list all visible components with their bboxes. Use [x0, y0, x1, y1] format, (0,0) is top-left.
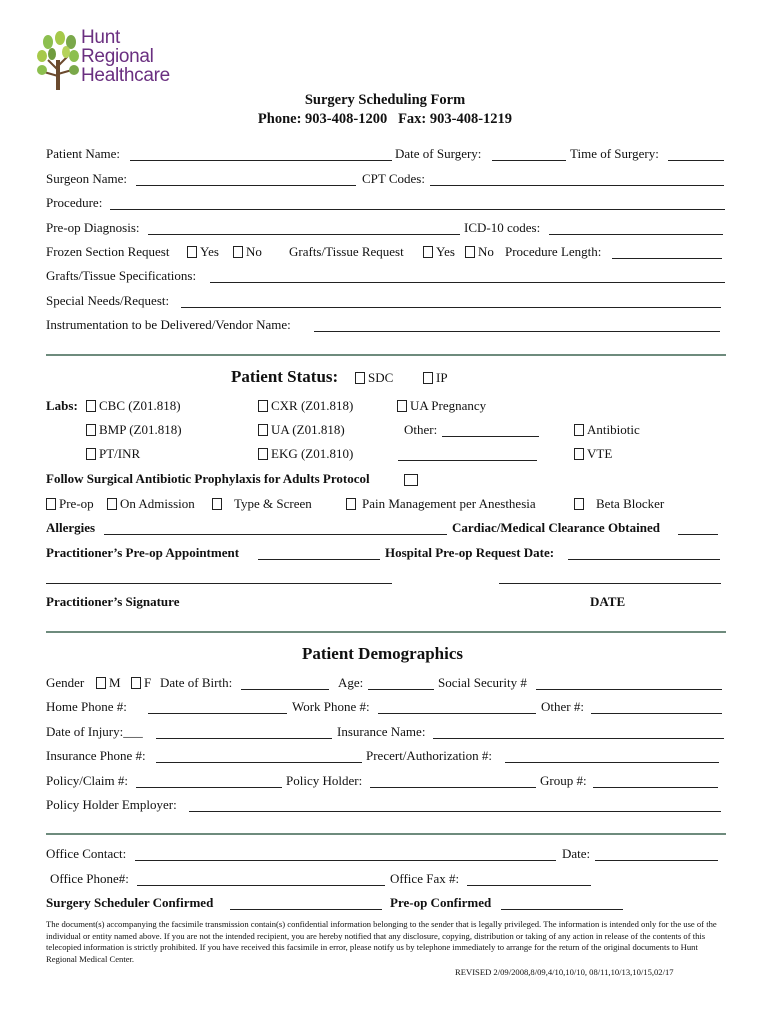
- surgeon-name-label: Surgeon Name:: [46, 171, 127, 186]
- policy-holder-label: Policy Holder:: [286, 773, 363, 788]
- type-screen-option[interactable]: [212, 496, 312, 512]
- pt-inr-checkbox[interactable]: [86, 448, 96, 460]
- ua-option[interactable]: [258, 422, 345, 438]
- grafts-request-label: Grafts/Tissue Request: [289, 244, 404, 259]
- home-phone-field[interactable]: [148, 713, 287, 714]
- bmp-option[interactable]: [86, 422, 182, 438]
- ekg-option[interactable]: [258, 446, 353, 462]
- ip-option[interactable]: [423, 370, 448, 386]
- precert-label: Precert/Authorization #:: [366, 748, 492, 763]
- date-of-surgery-field[interactable]: [492, 160, 566, 161]
- office-contact-label: Office Contact:: [46, 846, 127, 861]
- bmp-label: BMP (Z01.818): [99, 422, 182, 437]
- office-phone-field[interactable]: [137, 885, 385, 886]
- cardiac-clearance-label: Cardiac/Medical Clearance Obtained: [452, 520, 660, 535]
- precert-field[interactable]: [505, 762, 719, 763]
- office-date-label: Date:: [562, 846, 591, 861]
- policy-holder-field[interactable]: [370, 787, 536, 788]
- revision-note: REVISED 2/09/2008,8/09,4/10,10/10, 08/11,10/13,10/15,02/17: [455, 967, 674, 977]
- policy-claim-label: Policy/Claim #:: [46, 773, 128, 788]
- gender-label: Gender: [46, 675, 85, 690]
- other-lab-label: Other:: [404, 422, 438, 437]
- insurance-name-field[interactable]: [433, 738, 724, 739]
- insurance-phone-label: Insurance Phone #:: [46, 748, 146, 763]
- grafts-no-checkbox[interactable]: [465, 246, 475, 258]
- form-title: Surgery Scheduling Form: [304, 92, 466, 108]
- pain-mgmt-option[interactable]: [346, 496, 536, 512]
- vte-checkbox[interactable]: [574, 448, 584, 460]
- frozen-yes-label: Yes: [200, 244, 219, 259]
- grafts-yes-option[interactable]: [423, 244, 455, 260]
- work-phone-field[interactable]: [378, 713, 536, 714]
- ua-checkbox[interactable]: [258, 424, 268, 436]
- labs-label: Labs:: [46, 398, 78, 413]
- age-label: Age:: [338, 675, 364, 690]
- group-field[interactable]: [593, 787, 718, 788]
- cbc-label: CBC (Z01.818): [99, 398, 181, 413]
- procedure-length-field[interactable]: [612, 258, 722, 259]
- date-of-surgery-label: Date of Surgery:: [395, 146, 482, 161]
- preop-label: Pre-op: [59, 496, 94, 511]
- logo-text: [81, 28, 170, 85]
- insurance-name-label: Insurance Name:: [337, 724, 426, 739]
- sdc-option[interactable]: [355, 370, 393, 386]
- cardiac-clearance-field[interactable]: [678, 534, 718, 535]
- procedure-field[interactable]: [110, 209, 725, 210]
- cxr-option[interactable]: [258, 398, 353, 414]
- vte-label: VTE: [587, 446, 613, 461]
- other-lab-field-2[interactable]: [398, 460, 537, 461]
- practitioner-appt-field[interactable]: [258, 559, 380, 560]
- form-contact: Phone: 903-408-1200 Fax: 903-408-1219: [257, 111, 513, 127]
- preop-option[interactable]: [46, 496, 94, 512]
- grafts-specs-field[interactable]: [210, 282, 725, 283]
- beta-blocker-checkbox[interactable]: [574, 498, 584, 510]
- other-phone-label: Other #:: [541, 699, 584, 714]
- gender-m-checkbox[interactable]: [96, 677, 106, 689]
- policy-employer-field[interactable]: [189, 811, 721, 812]
- instrumentation-label: Instrumentation to be Delivered/Vendor Name:: [46, 317, 291, 332]
- allergies-field[interactable]: [104, 534, 447, 535]
- office-phone-label: Office Phone#:: [50, 871, 129, 886]
- bmp-checkbox[interactable]: [86, 424, 96, 436]
- confidentiality-notice: The document(s) accompanying the facsimile transmission contain(s) confidential information belonging to the sender that is legally privileged. The information is intended only for the use of the individual or entity named above. If you are not the intended recipient, you are hereby notified that any disclosure, copying, distribution or taking of any action in release of the contents of this telecopied information is strictly prohibited. If you have received this facsimile in error, please notify us by telephone immediately to arrange for the return of the original documents to Hunt Regional Medical Center.: [46, 919, 717, 964]
- section-divider-2: [46, 631, 726, 633]
- ssn-field[interactable]: [536, 689, 722, 690]
- dob-field[interactable]: [241, 689, 329, 690]
- pain-mgmt-checkbox[interactable]: [346, 498, 356, 510]
- protocol-option[interactable]: [404, 472, 421, 488]
- preop-confirmed-label: Pre-op Confirmed: [390, 895, 492, 910]
- other-phone-field[interactable]: [591, 713, 722, 714]
- signature-date-label: DATE: [590, 594, 626, 609]
- ekg-label: EKG (Z01.810): [271, 446, 354, 461]
- procedure-length-label: Procedure Length:: [505, 244, 602, 259]
- office-fax-label: Office Fax #:: [390, 871, 460, 886]
- antibiotic-checkbox[interactable]: [574, 424, 584, 436]
- special-needs-label: Special Needs/Request:: [46, 293, 170, 308]
- gender-f-checkbox[interactable]: [131, 677, 141, 689]
- ekg-checkbox[interactable]: [258, 448, 268, 460]
- sdc-label: SDC: [368, 370, 394, 385]
- pain-mgmt-label: Pain Management per Anesthesia: [362, 496, 536, 511]
- gender-m-label: M: [109, 675, 121, 690]
- frozen-section-label: Frozen Section Request: [46, 244, 170, 259]
- type-screen-label: Type & Screen: [234, 496, 312, 511]
- time-of-surgery-label: Time of Surgery:: [570, 146, 659, 161]
- frozen-no-option[interactable]: [233, 244, 262, 260]
- section-divider-1: [46, 354, 726, 356]
- grafts-no-option[interactable]: [465, 244, 494, 260]
- practitioner-appt-label: Practitioner’s Pre-op Appointment: [46, 545, 240, 560]
- antibiotic-option[interactable]: [574, 422, 640, 438]
- practitioner-signature-label: Practitioner’s Signature: [46, 594, 180, 609]
- grafts-yes-checkbox[interactable]: [423, 246, 433, 258]
- demographics-heading: Patient Demographics: [302, 644, 464, 663]
- home-phone-label: Home Phone #:: [46, 699, 127, 714]
- preop-confirmed-field[interactable]: [501, 909, 623, 910]
- signature-date-field[interactable]: [499, 583, 721, 584]
- ua-pregnancy-option[interactable]: [397, 398, 486, 414]
- patient-name-field[interactable]: [130, 160, 392, 161]
- type-screen-checkbox[interactable]: [212, 498, 222, 510]
- logo-line-3: Healthcare: [81, 65, 170, 86]
- office-fax-field[interactable]: [467, 885, 591, 886]
- patient-status-heading: Patient Status:: [231, 367, 339, 386]
- protocol-checkbox[interactable]: [404, 474, 418, 486]
- group-label: Group #:: [540, 773, 587, 788]
- ssn-label: Social Security #: [438, 675, 527, 690]
- antibiotic-label: Antibiotic: [587, 422, 640, 437]
- cpt-codes-field[interactable]: [430, 185, 724, 186]
- time-of-surgery-field[interactable]: [668, 160, 724, 161]
- protocol-label: Follow Surgical Antibiotic Prophylaxis for Adults Protocol: [46, 471, 370, 486]
- gender-f-label: F: [144, 675, 152, 690]
- grafts-specs-label: Grafts/Tissue Specifications:: [46, 268, 197, 283]
- on-admission-checkbox[interactable]: [107, 498, 117, 510]
- preop-diagnosis-label: Pre-op Diagnosis:: [46, 220, 140, 235]
- preop-checkbox[interactable]: [46, 498, 56, 510]
- ip-checkbox[interactable]: [423, 372, 433, 384]
- preop-diagnosis-field[interactable]: [148, 234, 460, 235]
- gender-f-option[interactable]: [131, 675, 151, 691]
- frozen-no-label: No: [246, 244, 262, 259]
- other-lab-field[interactable]: [442, 436, 539, 437]
- policy-employer-label: Policy Holder Employer:: [46, 797, 177, 812]
- cbc-checkbox[interactable]: [86, 400, 96, 412]
- logo: [36, 30, 80, 92]
- sdc-checkbox[interactable]: [355, 372, 365, 384]
- date-of-injury-field[interactable]: [156, 738, 332, 739]
- grafts-no-label: No: [478, 244, 494, 259]
- insurance-phone-field[interactable]: [156, 762, 362, 763]
- beta-blocker-option[interactable]: [574, 496, 664, 512]
- practitioner-signature-field[interactable]: [46, 583, 392, 584]
- scheduler-confirmed-field[interactable]: [230, 909, 382, 910]
- on-admission-option[interactable]: [107, 496, 195, 512]
- office-contact-field[interactable]: [135, 860, 556, 861]
- frozen-no-checkbox[interactable]: [233, 246, 243, 258]
- tree-logo-icon: [36, 30, 80, 92]
- frozen-yes-option[interactable]: [187, 244, 219, 260]
- procedure-label: Procedure:: [46, 195, 103, 210]
- age-field[interactable]: [368, 689, 434, 690]
- date-of-injury-label: Date of Injury:___: [46, 724, 143, 739]
- section-divider-3: [46, 833, 726, 835]
- scheduler-confirmed-label: Surgery Scheduler Confirmed: [46, 895, 214, 910]
- patient-name-label: Patient Name:: [46, 146, 121, 161]
- policy-claim-field[interactable]: [136, 787, 282, 788]
- icd10-field[interactable]: [549, 234, 723, 235]
- cxr-label: CXR (Z01.818): [271, 398, 354, 413]
- cpt-codes-label: CPT Codes:: [362, 171, 425, 186]
- special-needs-field[interactable]: [181, 307, 721, 308]
- hospital-request-date-label: Hospital Pre-op Request Date:: [385, 545, 555, 560]
- logo-line-1: Hunt: [81, 27, 120, 48]
- surgeon-name-field[interactable]: [136, 185, 356, 186]
- pt-inr-option[interactable]: [86, 446, 140, 462]
- work-phone-label: Work Phone #:: [292, 699, 370, 714]
- dob-label: Date of Birth:: [160, 675, 233, 690]
- gender-m-option[interactable]: [96, 675, 121, 691]
- ip-label: IP: [436, 370, 448, 385]
- beta-blocker-label: Beta Blocker: [596, 496, 665, 511]
- pt-inr-label: PT/INR: [99, 446, 141, 461]
- ua-label: UA (Z01.818): [271, 422, 345, 437]
- on-admission-label: On Admission: [120, 496, 195, 511]
- instrumentation-field[interactable]: [314, 331, 720, 332]
- allergies-label: Allergies: [46, 520, 96, 535]
- ua-pregnancy-label: UA Pregnancy: [410, 398, 487, 413]
- cxr-checkbox[interactable]: [258, 400, 268, 412]
- hospital-request-date-field[interactable]: [568, 559, 720, 560]
- ua-pregnancy-checkbox[interactable]: [397, 400, 407, 412]
- grafts-yes-label: Yes: [436, 244, 455, 259]
- vte-option[interactable]: [574, 446, 612, 462]
- icd10-label: ICD-10 codes:: [464, 220, 541, 235]
- cbc-option[interactable]: [86, 398, 181, 414]
- office-date-field[interactable]: [595, 860, 718, 861]
- logo-line-2: Regional: [81, 46, 154, 67]
- frozen-yes-checkbox[interactable]: [187, 246, 197, 258]
